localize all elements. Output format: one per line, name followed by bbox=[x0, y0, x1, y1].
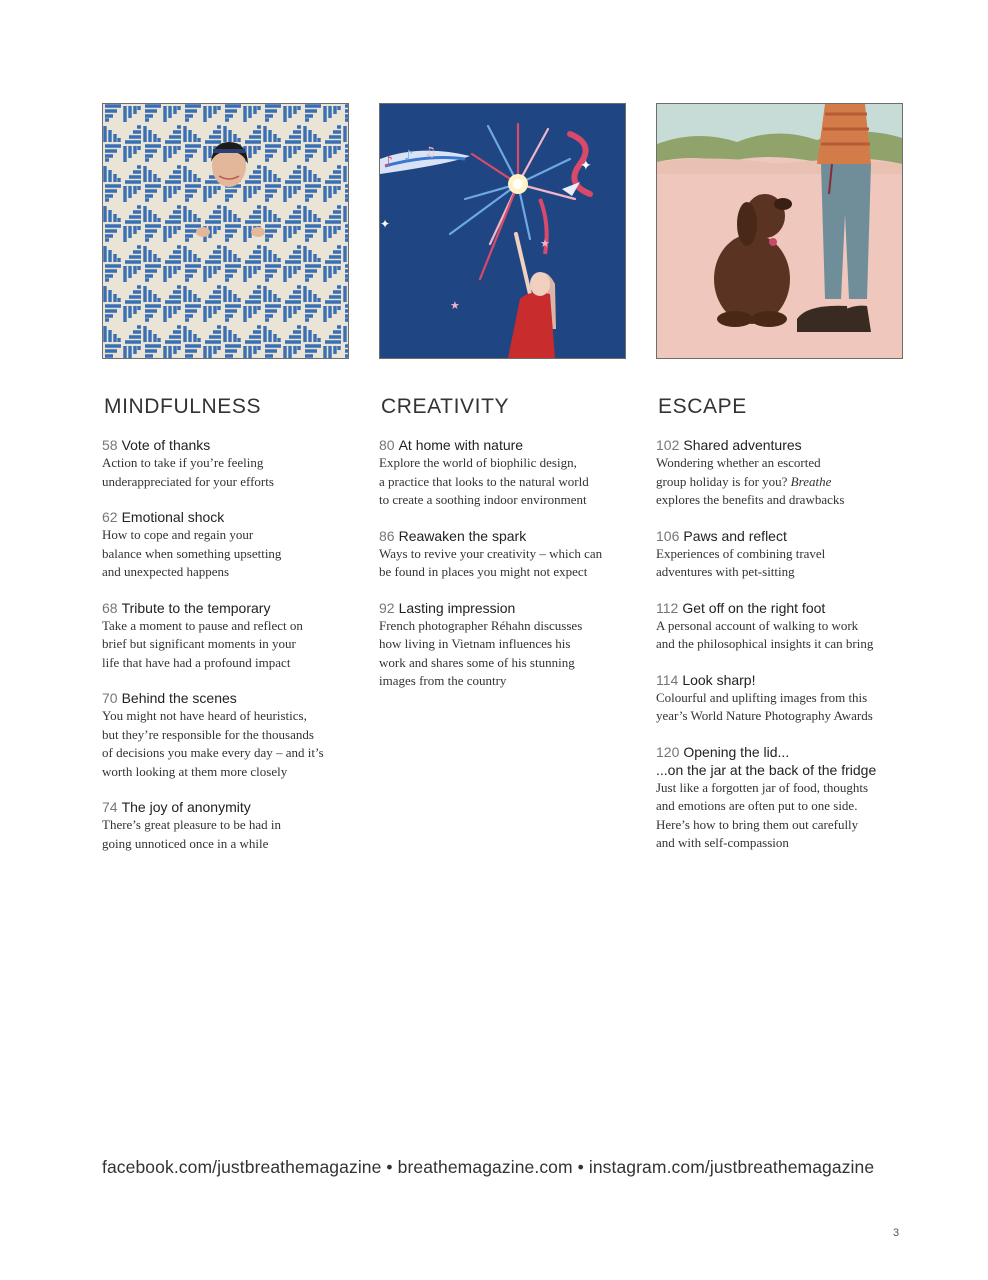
page-number: 112 bbox=[656, 599, 679, 616]
article-title[interactable]: Shared adventures bbox=[683, 437, 802, 453]
section-title-creativity: CREATIVITY bbox=[381, 395, 510, 418]
article-desc: of decisions you make every day – and it’s bbox=[102, 745, 324, 760]
article-desc: Experiences of combining travel bbox=[656, 545, 826, 561]
article-title[interactable]: Get off on the right foot bbox=[682, 599, 826, 616]
article-desc: but they’re responsible for the thousands bbox=[102, 726, 314, 742]
page-number: 62 bbox=[102, 509, 118, 525]
list-item[interactable] bbox=[656, 527, 903, 582]
escape-illustration[interactable] bbox=[656, 103, 903, 359]
list-item[interactable] bbox=[379, 599, 626, 691]
article-desc: life that have had a profound impact bbox=[102, 654, 291, 670]
article-desc: Ways to revive your creativity – which can bbox=[379, 545, 603, 561]
article-desc: adventures with pet-sitting bbox=[656, 564, 795, 579]
article-title[interactable]: Opening the lid... bbox=[683, 743, 790, 760]
page-number: 74 bbox=[102, 799, 118, 815]
article-desc: underappreciated for your efforts bbox=[102, 473, 274, 489]
column-mindfulness bbox=[102, 103, 349, 870]
list-item[interactable] bbox=[656, 599, 903, 654]
article-desc: Action to take if you’re feeling bbox=[102, 455, 264, 470]
article-title[interactable]: Tribute to the temporary bbox=[121, 599, 271, 616]
list-item[interactable] bbox=[656, 671, 903, 726]
svg-text:♫: ♫ bbox=[424, 145, 436, 160]
article-desc: going unnoticed once in a while bbox=[102, 835, 269, 851]
article-title[interactable]: At home with nature bbox=[398, 437, 524, 453]
article-desc: and emotions are often put to one side. bbox=[656, 798, 858, 813]
page-number-footer: 3 bbox=[893, 1227, 900, 1239]
maze-pattern-image bbox=[103, 104, 348, 358]
page-number: 92 bbox=[379, 599, 395, 616]
list-item[interactable] bbox=[656, 743, 903, 853]
svg-text:★: ★ bbox=[540, 237, 550, 250]
page-number: 58 bbox=[102, 437, 118, 453]
social-links-footer[interactable]: facebook.com/justbreathemagazine • breathemagazine.com • instagram.com/justbreathemagazine bbox=[102, 1157, 875, 1177]
article-desc: A personal account of walking to work bbox=[656, 617, 859, 633]
article-title[interactable]: Vote of thanks bbox=[121, 437, 211, 453]
article-desc: Colourful and uplifting images from this bbox=[656, 689, 868, 705]
article-desc: how living in Vietnam influences his bbox=[379, 636, 571, 651]
magazine-name: Breathe bbox=[790, 473, 832, 489]
article-desc: There’s great pleasure to be had in bbox=[102, 817, 282, 832]
article-desc: balance when something upsetting bbox=[102, 545, 282, 561]
page-number: 114 bbox=[656, 671, 679, 688]
article-title[interactable]: Look sharp! bbox=[682, 671, 756, 688]
list-item[interactable] bbox=[102, 798, 349, 853]
article-desc: to create a soothing indoor environment bbox=[379, 492, 587, 507]
list-item[interactable] bbox=[379, 527, 626, 582]
list-item[interactable] bbox=[102, 508, 349, 582]
article-desc: Just like a forgotten jar of food, thoughts bbox=[656, 779, 869, 795]
page-number: 80 bbox=[379, 437, 395, 453]
article-title[interactable]: Reawaken the spark bbox=[398, 527, 527, 544]
article-desc: explores the benefits and drawbacks bbox=[656, 492, 845, 507]
article-desc: Explore the world of biophilic design, bbox=[379, 455, 577, 470]
page-number: 68 bbox=[102, 599, 118, 616]
list-item[interactable] bbox=[656, 436, 903, 510]
article-desc: year’s World Nature Photography Awards bbox=[656, 708, 873, 723]
entries-mindfulness bbox=[102, 436, 349, 853]
article-desc: French photographer Réhahn discusses bbox=[379, 617, 583, 633]
article-desc: and the philosophical insights it can bring bbox=[656, 636, 874, 651]
article-title[interactable]: Paws and reflect bbox=[683, 527, 787, 544]
svg-text:♪: ♪ bbox=[404, 148, 413, 164]
article-desc: images from the country bbox=[379, 673, 507, 688]
article-desc: brief but significant moments in your bbox=[102, 636, 296, 651]
entries-escape bbox=[656, 436, 903, 853]
article-desc: Take a moment to pause and reflect on bbox=[102, 617, 303, 633]
list-item[interactable] bbox=[102, 436, 349, 491]
page-number: 70 bbox=[102, 690, 118, 706]
article-desc bbox=[656, 473, 903, 492]
article-desc: How to cope and regain your bbox=[102, 527, 254, 542]
article-title[interactable]: The joy of anonymity bbox=[121, 799, 251, 815]
page-number: 86 bbox=[379, 527, 395, 544]
article-title[interactable]: Emotional shock bbox=[121, 509, 225, 525]
section-title-mindfulness: MINDFULNESS bbox=[104, 395, 262, 418]
section-title-escape: ESCAPE bbox=[658, 395, 747, 418]
entries-creativity bbox=[379, 436, 626, 691]
article-desc: Here’s how to bring them out carefully bbox=[656, 816, 859, 832]
creativity-illustration[interactable] bbox=[379, 103, 626, 359]
list-item[interactable] bbox=[102, 599, 349, 673]
article-subtitle: ...on the jar at the back of the fridge bbox=[656, 761, 877, 778]
article-title[interactable]: Behind the scenes bbox=[121, 690, 237, 706]
dog-beach-image bbox=[657, 104, 902, 358]
article-desc: worth looking at them more closely bbox=[102, 763, 288, 779]
page-number: 106 bbox=[656, 527, 680, 544]
column-creativity bbox=[379, 103, 626, 708]
list-item[interactable] bbox=[379, 436, 626, 510]
page-number: 120 bbox=[656, 743, 680, 760]
article-desc: work and shares some of his stunning bbox=[379, 654, 575, 670]
article-desc-text: group holiday is for you? bbox=[656, 473, 788, 489]
mindfulness-illustration[interactable] bbox=[102, 103, 349, 359]
svg-text:♪: ♪ bbox=[384, 154, 393, 170]
article-title[interactable]: Lasting impression bbox=[398, 599, 516, 616]
article-desc: and with self-compassion bbox=[656, 835, 789, 850]
article-desc: Wondering whether an escorted bbox=[656, 455, 821, 470]
svg-text:✦: ✦ bbox=[580, 158, 592, 174]
page-number: 102 bbox=[656, 437, 680, 453]
fireworks-image bbox=[380, 104, 625, 358]
column-escape bbox=[656, 103, 903, 870]
article-desc: and unexpected happens bbox=[102, 564, 230, 579]
svg-text:✦: ✦ bbox=[380, 217, 391, 231]
list-item[interactable] bbox=[102, 689, 349, 781]
article-desc: You might not have heard of heuristics, bbox=[102, 708, 307, 723]
svg-text:★: ★ bbox=[450, 299, 460, 312]
article-desc: a practice that looks to the natural world bbox=[379, 473, 589, 489]
article-desc: be found in places you might not expect bbox=[379, 564, 588, 579]
